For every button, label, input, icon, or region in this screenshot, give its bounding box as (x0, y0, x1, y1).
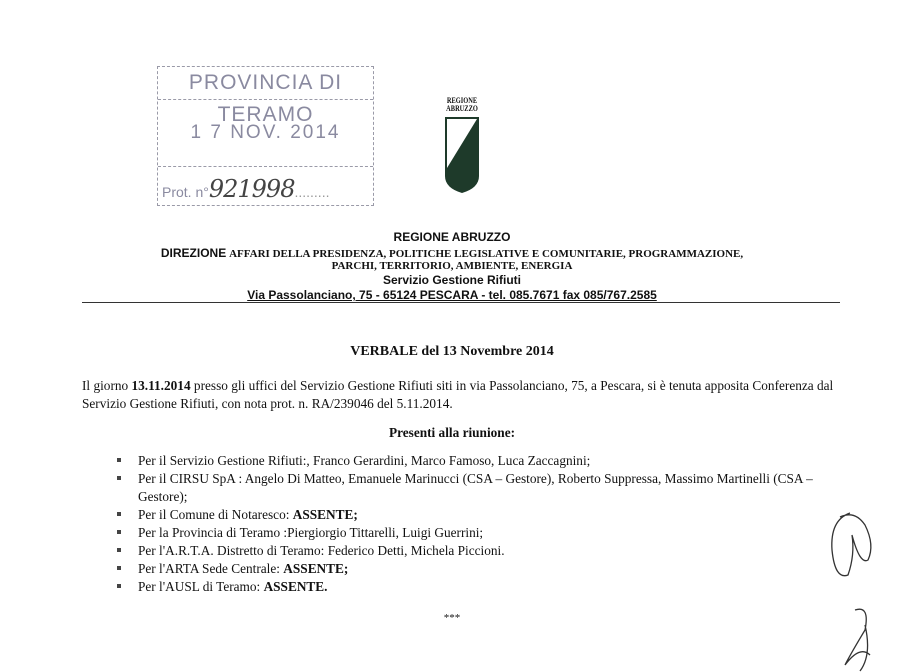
header-direzione: DIREZIONE AFFARI DELLA PRESIDENZA, POLITICHE LEGISLATIVE E COMUNITARIE, PROGRAMMAZIONE, (160, 246, 744, 260)
list-item: Per l'AUSL di Teramo: ASSENTE. (117, 578, 817, 596)
header-org: REGIONE ABRUZZO (393, 230, 511, 244)
stamp-prot-number: 921998 (208, 175, 295, 203)
header-servizio: Servizio Gestione Rifiuti (382, 273, 522, 287)
bullet-icon (117, 512, 121, 516)
bullet-icon (117, 530, 121, 534)
list-item: Per l'A.R.T.A. Distretto di Teramo: Federico Detti, Michela Piccioni. (117, 542, 817, 560)
document-title: VERBALE del 13 Novembre 2014 (350, 344, 554, 359)
intro-paragraph: Il giorno 13.11.2014 presso gli uffici del Servizio Gestione Rifiuti siti in via Passolanciano, 75, a Pescara, si è tenuta apposita Conferenza dal Servizio Gestione Rifiuti, con nota prot. n. RA/239046 del 5.11.2014. (82, 378, 834, 411)
header-divider (82, 302, 840, 303)
list-item: Per l'ARTA Sede Centrale: ASSENTE; (117, 560, 817, 578)
stamp-date: 1 7 NOV. 2014 (158, 100, 373, 167)
list-item: Per la Provincia di Teramo :Piergiorgio Tittarelli, Luigi Guerrini; (117, 524, 817, 542)
list-item: Per il Servizio Gestione Rifiuti:, Franco Gerardini, Marco Famoso, Luca Zaccagnini; (117, 452, 817, 470)
bullet-icon (117, 458, 121, 462)
attendees-heading: Presenti alla riunione: (388, 425, 516, 440)
header-direzione-line2: PARCHI, TERRITORIO, AMBIENTE, ENERGIA (331, 260, 573, 272)
bullet-icon (117, 548, 121, 552)
list-item: Per il Comune di Notaresco: ASSENTE; (117, 506, 817, 524)
attendees-list (117, 452, 817, 596)
stamp-prot-label: Prot. n° (162, 184, 209, 200)
protocol-stamp: PROVINCIA DI TERAMO 1 7 NOV. 2014 Prot. n°921998......... (157, 66, 374, 206)
list-item: Per il CIRSU SpA : Angelo Di Matteo, Emanuele Marinucci (CSA – Gestore), Roberto Suppressa, Massimo Martinelli (CSA – Gestore); (117, 470, 817, 506)
logo-text: REGIONE ABRUZZO (446, 96, 478, 113)
bullet-icon (117, 566, 121, 570)
stamp-office: PROVINCIA DI TERAMO (158, 67, 373, 100)
handwritten-signature-icon (810, 505, 890, 672)
regione-abruzzo-logo (440, 97, 484, 194)
section-separator: *** (443, 612, 461, 624)
bullet-icon (117, 476, 121, 480)
bullet-icon (117, 584, 121, 588)
header-address: Via Passolanciano, 75 - 65124 PESCARA - tel. 085.7671 fax 085/767.2585 (247, 288, 657, 302)
abruzzo-shield-icon (444, 116, 480, 194)
